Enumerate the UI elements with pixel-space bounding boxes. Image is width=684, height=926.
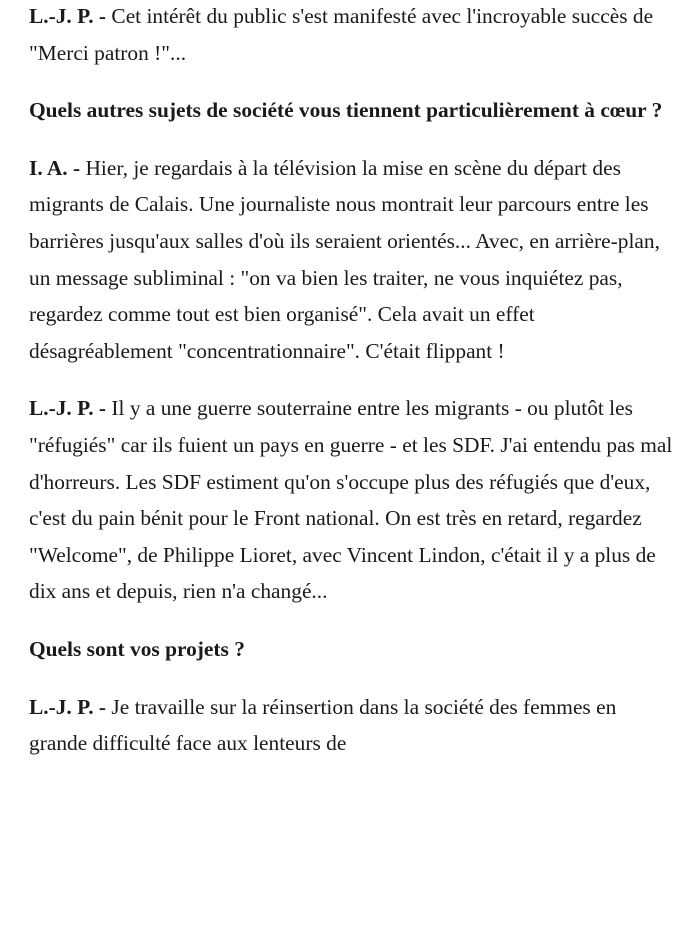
speaker-label: L.-J. P. - (29, 694, 107, 719)
question-heading: Quels sont vos projets ? (29, 636, 245, 661)
answer-text: Cet intérêt du public s'est manifesté avec l'incroyable succès de "Merci patron !"... (29, 4, 654, 65)
article-body (29, 0, 674, 762)
answer-text: Hier, je regardais à la télévision la mise en scène du départ des migrants de Calais. Une journaliste nous montrait leur parcours entre les barrières jusqu'aux salles d'où ils seraient orientés... Avec, en arrière-plan, un message subliminal : "on va bien les traiter, ne vous inquiétez pas, regardez comme tout est bien organisé". Cela avait un effet désagréablement "concentrationnaire". C'était flippant ! (29, 155, 660, 363)
answer-text: Je travaille sur la réinsertion dans la société des femmes en grande difficulté face aux lenteurs de (29, 694, 617, 756)
speaker-label: I. A. - (29, 155, 81, 180)
answer-paragraph (29, 150, 674, 370)
answer-paragraph (29, 0, 674, 71)
paragraph-gap (29, 71, 674, 92)
speaker-label: L.-J. P. - (29, 396, 107, 421)
question-heading: Quels autres sujets de société vous tiennent particulièrement à cœur ? (29, 98, 663, 123)
answer-paragraph (29, 689, 674, 762)
paragraph-gap (29, 129, 674, 150)
paragraph-gap (29, 668, 674, 689)
answer-paragraph (29, 390, 674, 610)
paragraph-gap (29, 369, 674, 390)
paragraph-gap (29, 610, 674, 631)
speaker-label: L.-J. P. - (29, 4, 107, 28)
answer-text: Il y a une guerre souterraine entre les migrants - ou plutôt les "réfugiés" car ils fuient un pays en guerre - et les SDF. J'ai entendu pas mal d'horreurs. Les SDF estiment qu'on s'occupe plus des réfugiés que d'eux, c'est du pain bénit pour le Front national. On est très en retard, regardez "Welcome", de Philippe Lioret, avec Vincent Lindon, c'était il y a plus de dix ans et depuis, rien n'a changé... (29, 396, 673, 604)
